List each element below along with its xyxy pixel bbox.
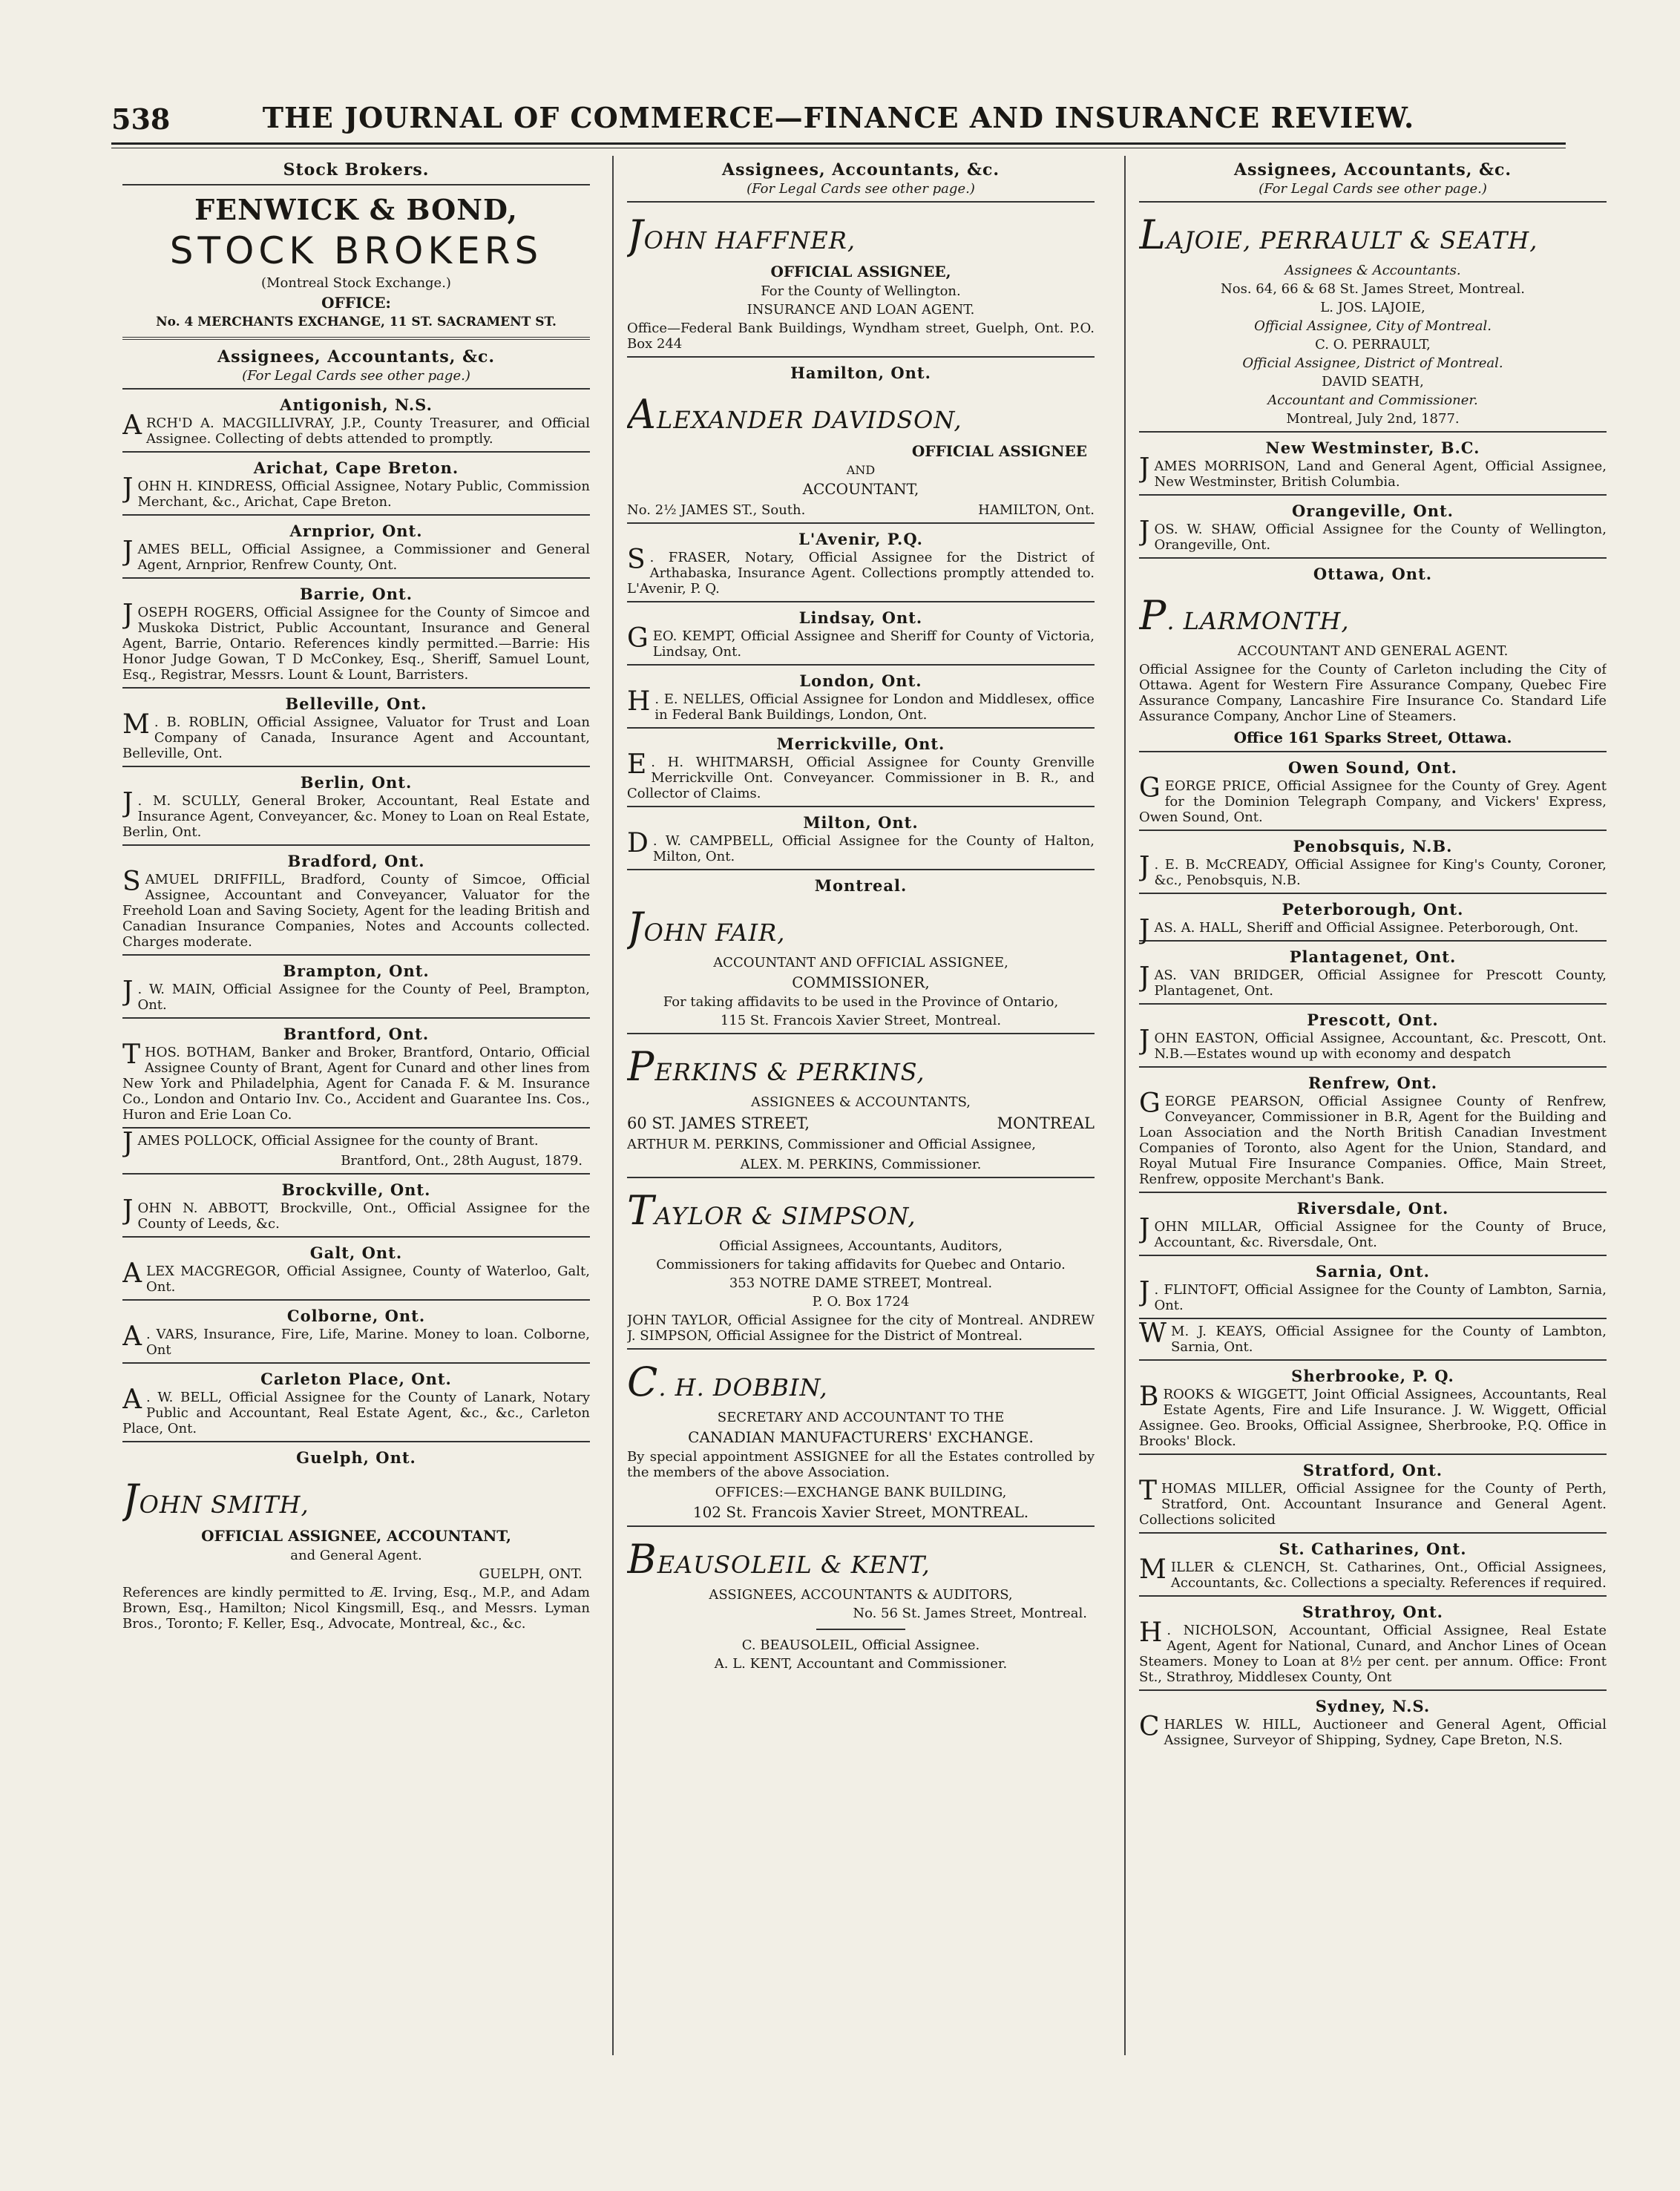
location-heading: Belleville, Ont.: [285, 694, 427, 713]
divider: [1139, 751, 1607, 752]
drop-cap: J: [1139, 852, 1150, 882]
location-heading: Berlin, Ont.: [300, 773, 413, 792]
drop-cap: J: [1139, 915, 1150, 945]
location-heading: Carleton Place, Ont.: [260, 1370, 452, 1388]
entry-text: AS. VAN BRIDGER, Official Assignee for Prescott County, Plantagenet, Ont.: [1154, 968, 1607, 999]
listing-entry: [1139, 1476, 1607, 1528]
listing-entry: [627, 749, 1095, 801]
advert-body: Official Assignee for the County of Carleton including the City of Ottawa. Agent for Western Fire Assurance Company, Quebec Fire Assurance Company, Lancashire Fire Insurance Co. Standard Life Assurance Company, Anchor Line of Steamers.: [1139, 662, 1607, 724]
divider: [627, 522, 1095, 524]
advert-role: Accountant and Commissioner.: [1267, 392, 1478, 408]
listing-entry: [1139, 516, 1607, 553]
location-heading: New Westminster, B.C.: [1265, 438, 1480, 457]
entry-text: AMES MORRISON, Land and General Agent, Official Assignee, New Westminster, British Columbia.: [1154, 459, 1607, 490]
advert-name: [627, 391, 1095, 438]
divider: [1139, 1192, 1607, 1193]
location-heading: Brockville, Ont.: [281, 1180, 431, 1199]
advert-office: Office 161 Sparks Street, Ottawa.: [1233, 729, 1512, 746]
drop-cap: J: [1139, 1277, 1150, 1307]
script-initial: A: [627, 391, 657, 438]
divider: [122, 1127, 590, 1129]
location-heading: Penobsquis, N.B.: [1293, 837, 1453, 855]
location-heading: Owen Sound, Ont.: [1288, 758, 1457, 777]
drop-cap: H: [627, 686, 651, 717]
divider: [627, 1525, 1095, 1527]
location-heading: Orangeville, Ont.: [1292, 502, 1454, 520]
divider: [1139, 940, 1607, 942]
advert-address: Nos. 64, 66 & 68 St. James Street, Montreal.: [1221, 281, 1525, 297]
script-rest: OHN SMITH,: [139, 1491, 309, 1519]
listing-entry: [1139, 1617, 1607, 1685]
divider: [1139, 201, 1607, 203]
listing-entry: [122, 867, 590, 950]
location-heading: Barrie, Ont.: [299, 585, 413, 603]
section-heading: Stock Brokers.: [283, 160, 430, 180]
location-heading: Stratford, Ont.: [1302, 1461, 1443, 1479]
divider: [122, 337, 590, 340]
drop-cap: A: [122, 1258, 142, 1289]
drop-cap: G: [1139, 773, 1161, 804]
advert-line: ALEX. M. PERKINS, Commissioner.: [740, 1157, 982, 1172]
advert-title: OFFICIAL ASSIGNEE: [911, 442, 1087, 460]
location-heading: Guelph, Ont.: [296, 1448, 416, 1467]
script-initial: P: [627, 1043, 655, 1090]
listing-entry: [122, 1128, 590, 1158]
divider: [122, 1017, 590, 1019]
drop-cap: G: [627, 623, 649, 654]
advert-title: Assignees & Accountants.: [1284, 263, 1461, 278]
drop-cap: J: [1139, 1025, 1150, 1056]
script-initial: J: [627, 904, 644, 950]
location-heading: Hamilton, Ont.: [790, 364, 931, 382]
listing-entry: [627, 828, 1095, 864]
advert-city: HAMILTON, Ont.: [978, 502, 1095, 518]
entry-text: . M. SCULLY, General Broker, Accountant, Real Estate and Insurance Agent, Conveyancer, &c. Money to Loan on Real Estate, Berlin, Ont.: [122, 793, 590, 840]
advert-name: [627, 1359, 1095, 1405]
entry-text: . E. NELLES, Official Assignee for London and Middlesex, office in Federal Bank Buildings, London, Ont.: [654, 692, 1095, 723]
advert-name: [627, 1043, 1095, 1090]
drop-cap: A: [122, 1321, 142, 1352]
legal-note: (For Legal Cards see other page.): [747, 181, 975, 197]
section-heading: Assignees, Accountants, &c.: [217, 347, 495, 367]
advert-refs: References are kindly permitted to Æ. Irving, Esq., M.P., and Adam Brown, Esq., Hamilton; Nicol Kingsmill, Esq., and Messrs. Lyman Bros., Toronto; F. Keller, Esq., Advocate, Montreal, &c., &c.: [122, 1585, 590, 1632]
divider: [122, 184, 590, 185]
script-rest: AJOIE, PERRAULT & SEATH,: [1166, 226, 1538, 254]
drop-cap: W: [1139, 1318, 1167, 1349]
listing-entry: [1139, 773, 1607, 825]
advert-line: OFFICES:—EXCHANGE BANK BUILDING,: [715, 1485, 1007, 1500]
location-heading: Galt, Ont.: [309, 1244, 403, 1262]
script-rest: LEXANDER DAVIDSON,: [657, 406, 962, 434]
advert-person: L. JOS. LAJOIE,: [1320, 300, 1425, 315]
divider: [1139, 893, 1607, 894]
advert-name: FENWICK & BOND,: [194, 193, 518, 226]
drop-cap: J: [1139, 1214, 1150, 1244]
advert-name: [122, 1476, 590, 1522]
entry-text: HARLES W. HILL, Auctioneer and General Agent, Official Assignee, Surveyor of Shipping, Sydney, Cape Breton, N.S.: [1164, 1717, 1607, 1748]
advert-title: SECRETARY AND ACCOUNTANT TO THE: [717, 1410, 1005, 1425]
advert-office: Office—Federal Bank Buildings, Wyndham street, Guelph, Ont. P.O. Box 244: [627, 321, 1095, 352]
script-rest: OHN FAIR,: [643, 919, 786, 947]
listing-entry: [1139, 852, 1607, 888]
entry-text: OHN MILLAR, Official Assignee for the County of Bruce, Accountant, &c. Riversdale, Ont.: [1154, 1219, 1607, 1250]
drop-cap: M: [122, 709, 150, 740]
section-heading: Assignees, Accountants, &c.: [722, 160, 1000, 180]
listing-entry: [1139, 1554, 1607, 1591]
drop-cap: J: [1139, 962, 1150, 993]
column-1: [122, 156, 590, 2055]
advert-title: ASSIGNEES & ACCOUNTANTS,: [750, 1094, 971, 1110]
advert-line: JOHN TAYLOR, Official Assignee for the city of Montreal. ANDREW J. SIMPSON, Official Assignee for the District of Montreal.: [627, 1313, 1095, 1344]
advert-address: 60 ST. JAMES STREET,: [627, 1114, 810, 1132]
advert-office-label: OFFICE:: [321, 294, 391, 312]
drop-cap: E: [627, 749, 647, 780]
listing-entry: [122, 600, 590, 683]
divider: [122, 1362, 590, 1364]
listing-entry: [122, 1321, 590, 1358]
location-heading: Colborne, Ont.: [286, 1307, 426, 1325]
location-heading: Prescott, Ont.: [1307, 1011, 1439, 1029]
advert-address: No. 56 St. James Street, Montreal.: [853, 1606, 1087, 1621]
divider: [122, 687, 590, 689]
advert-line: CANADIAN MANUFACTURERS' EXCHANGE.: [688, 1428, 1034, 1446]
entry-text: . B. ROBLIN, Official Assignee, Valuator for Trust and Loan Company of Canada, Insurance Agent and Accountant, Belleville, Ont.: [122, 715, 590, 761]
divider: [122, 766, 590, 767]
listing-entry: [627, 686, 1095, 723]
script-initial: J: [122, 1476, 140, 1522]
entry-text: AMUEL DRIFFILL, Bradford, County of Simcoe, Official Assignee, Accountant and Conveyancer, Valuator for the Freehold Loan and Saving Society, Agent for the leading British and Canadian Insurance Companies, Notes and Accounts collected. Charges moderate.: [122, 872, 590, 950]
entry-text: EO. KEMPT, Official Assignee and Sheriff for County of Victoria, Lindsay, Ont.: [652, 628, 1095, 660]
advert-address: 353 NOTRE DAME STREET, Montreal.: [729, 1275, 993, 1291]
drop-cap: J: [1139, 453, 1150, 484]
advert-line: INSURANCE AND LOAN AGENT.: [747, 302, 975, 318]
listing-entry: [122, 1384, 590, 1436]
listing-entry: [1139, 1088, 1607, 1187]
column-divider: [612, 156, 614, 2055]
advert-place: GUELPH, ONT.: [479, 1566, 583, 1582]
location-heading: Arichat, Cape Breton.: [253, 459, 459, 477]
listing-entry: [627, 623, 1095, 660]
advert-address-row: [627, 502, 1095, 518]
listing-entry: [627, 545, 1095, 597]
advert-line: C. BEAUSOLEIL, Official Assignee.: [741, 1637, 980, 1653]
script-rest: ERKINS & PERKINS,: [654, 1058, 925, 1086]
drop-cap: J: [122, 976, 134, 1007]
location-heading: Renfrew, Ont.: [1307, 1074, 1438, 1092]
entry-text: ROOKS & WIGGETT, Joint Official Assignees, Accountants, Real Estate Agents, Fire and Life Insurance. J. W. Wiggett, Official Assignee. Geo. Brooks, Official Assignee, Sherbrooke, P.Q. Office in Brooks' Block.: [1139, 1387, 1607, 1449]
divider: [1139, 1453, 1607, 1455]
location-heading: L'Avenir, P.Q.: [798, 530, 923, 548]
header-rule: [111, 142, 1566, 145]
drop-cap: J: [122, 536, 134, 567]
advert-box: P. O. Box 1724: [812, 1294, 910, 1310]
drop-cap: A: [122, 410, 142, 441]
entry-text: OHN EASTON, Official Assignee, Accountant, &c. Prescott, Ont. N.B.—Estates wound up with economy and despatch: [1154, 1031, 1607, 1062]
advert-line: A. L. KENT, Accountant and Commissioner.: [714, 1656, 1008, 1672]
advert-name: [627, 1187, 1095, 1234]
divider: [1139, 557, 1607, 559]
divider: [122, 1441, 590, 1442]
advert-line: For the County of Wellington.: [761, 283, 961, 299]
legal-note: (For Legal Cards see other page.): [1259, 181, 1487, 197]
entry-text: EORGE PRICE, Official Assignee for the County of Grey. Agent for the Dominion Telegraph Company, and Vickers' Express, Owen Sound, Ont.: [1139, 778, 1607, 825]
divider: [122, 388, 590, 390]
divider: [816, 1629, 905, 1630]
advert-address: No. 4 MERCHANTS EXCHANGE, 11 ST. SACRAMENT ST.: [156, 315, 557, 329]
advert-address: 115 St. Francois Xavier Street, Montreal.: [720, 1013, 1002, 1028]
divider: [1139, 431, 1607, 433]
advert-title: ACCOUNTANT AND GENERAL AGENT.: [1237, 643, 1509, 659]
location-heading: Lindsay, Ont.: [798, 608, 923, 627]
drop-cap: D: [627, 828, 649, 858]
advert-city: MONTREAL: [997, 1114, 1095, 1132]
divider: [627, 601, 1095, 602]
divider: [1139, 1595, 1607, 1597]
listing-entry: [122, 709, 590, 761]
advert-title: OFFICIAL ASSIGNEE, ACCOUNTANT,: [201, 1527, 511, 1545]
location-heading: Riversdale, Ont.: [1296, 1199, 1449, 1218]
divider: [1139, 830, 1607, 831]
drop-cap: J: [122, 788, 134, 818]
entry-text: . W. BELL, Official Assignee for the County of Lanark, Notary Public and Accountant, Real Estate Agent, &c., &c., Carleton Place, Ont.: [122, 1390, 590, 1436]
divider: [122, 1173, 590, 1175]
drop-cap: A: [122, 1384, 142, 1415]
location-heading: Plantagenet, Ont.: [1289, 947, 1457, 966]
entry-text: OHN N. ABBOTT, Brockville, Ont., Official Assignee for the County of Leeds, &c.: [137, 1200, 590, 1232]
location-heading: Arnprior, Ont.: [289, 522, 423, 540]
advert-exchange: (Montreal Stock Exchange.): [261, 275, 451, 291]
drop-cap: S: [122, 867, 141, 897]
listing-entry: [122, 473, 590, 510]
advert-name: [1139, 592, 1607, 639]
script-rest: OHN HAFFNER,: [643, 226, 856, 254]
entry-text: . NICHOLSON, Accountant, Official Assignee, Real Estate Agent, Agent for National, Cunard, and Anchor Lines of Ocean Steamers. Money to Loan at 8½ per cent. per annum. Office: Front St., Strathroy, Middlesex County, Ont: [1139, 1623, 1607, 1685]
entry-text: . H. WHITMARSH, Official Assignee for County Grenville Merrickville Ont. Conveyancer. Commissioner in B. R., and Collector of Claims.: [627, 755, 1095, 801]
divider: [1139, 1003, 1607, 1005]
entry-text: OSEPH ROGERS, Official Assignee for the County of Simcoe and Muskoka District, Public Accountant, Insurance and General Agent, Barrie, Ontario. References kindly permitted.—Barrie: His Honor Judge Gowan, T D McConkey, Esq., Sheriff, Samuel Lount, Esq., Registrar, Messrs. Lount & Lount, Barristers.: [122, 605, 590, 683]
divider: [627, 806, 1095, 807]
drop-cap: J: [1139, 516, 1150, 547]
advert-person: C. O. PERRAULT,: [1315, 337, 1431, 352]
column-divider: [1124, 156, 1126, 2055]
location-heading: Merrickville, Ont.: [776, 735, 945, 753]
entry-text: AMES BELL, Official Assignee, a Commissioner and General Agent, Arnprior, Renfrew County, Ont.: [137, 542, 590, 573]
entry-text: . VARS, Insurance, Fire, Life, Marine. Money to loan. Colborne, Ont: [146, 1327, 590, 1358]
entry-text: . FRASER, Notary, Official Assignee for the District of Arthabaska, Insurance Agent. Collections promptly attended to. L'Avenir, P. Q.: [627, 550, 1095, 597]
divider: [1139, 1359, 1607, 1361]
drop-cap: J: [122, 1128, 134, 1158]
advert-date: Montreal, July 2nd, 1877.: [1286, 411, 1460, 427]
advert-address-row: [627, 1114, 1095, 1132]
advert-role: Official Assignee, City of Montreal.: [1254, 318, 1492, 334]
location-heading: Sherbrooke, P. Q.: [1291, 1367, 1454, 1385]
advert-line: For taking affidavits to be used in the Province of Ontario,: [663, 994, 1059, 1010]
script-rest: . H. DOBBIN,: [658, 1373, 828, 1402]
entry-text: . W. CAMPBELL, Official Assignee for the County of Halton, Milton, Ont.: [652, 833, 1095, 864]
advert-name: [627, 904, 1095, 950]
listing-entry: [1139, 1382, 1607, 1449]
drop-cap: J: [122, 473, 134, 504]
divider: [122, 451, 590, 453]
advert-sub: and General Agent.: [290, 1548, 422, 1563]
listing-entry: [1139, 1712, 1607, 1748]
advert-line: By special appointment ASSIGNEE for all the Estates controlled by the members of the above Association.: [627, 1449, 1095, 1480]
location-heading: Brampton, Ont.: [283, 962, 430, 980]
entry-text: OHN H. KINDRESS, Official Assignee, Notary Public, Commission Merchant, &c., Arichat, Cape Breton.: [137, 479, 590, 510]
column-3: [1139, 156, 1607, 2055]
entry-text: AS. A. HALL, Sheriff and Official Assignee. Peterborough, Ont.: [1154, 920, 1579, 936]
location-heading: Sydney, N.S.: [1315, 1697, 1431, 1715]
entry-text: RCH'D A. MACGILLIVRAY, J.P., County Treasurer, and Official Assignee. Collecting of debts attended to promptly.: [146, 415, 590, 447]
divider: [627, 201, 1095, 203]
location-heading: Sarnia, Ont.: [1316, 1262, 1430, 1281]
advert-name: [1139, 211, 1607, 258]
entry-text: ILLER & CLENCH, St. Catharines, Ont., Official Assignees, Accountants, &c. Collections a specialty. References if required.: [1170, 1560, 1607, 1591]
divider: [122, 514, 590, 516]
listing-entry: [122, 1039, 590, 1123]
drop-cap: H: [1139, 1617, 1163, 1648]
listing-entry: [1139, 1025, 1607, 1062]
entry-text: HOS. BOTHAM, Banker and Broker, Brantford, Ontario, Official Assignee County of Brant, Agent for Cunard and other lines from New York and Philadelphia, Agent for Canada F. & M. Insurance Co., London and Ontario Inv. Co., Accident and Guarantee Ins. Cos., Huron and Erie Loan Co.: [122, 1045, 590, 1123]
advert-line: ARTHUR M. PERKINS, Commissioner and Official Assignee,: [627, 1137, 1036, 1152]
location-heading: Ottawa, Ont.: [1313, 565, 1433, 583]
listing-entry: [122, 788, 590, 840]
script-rest: EAUSOLEIL & KENT,: [657, 1551, 931, 1579]
drop-cap: G: [1139, 1088, 1161, 1119]
listing-entry: [122, 1195, 590, 1232]
divider: [627, 1177, 1095, 1178]
column-2: [627, 156, 1095, 2055]
journal-title: THE JOURNAL OF COMMERCE—FINANCE AND INSURANCE REVIEW.: [262, 101, 1415, 134]
entry-text: LEX MACGREGOR, Official Assignee, County of Waterloo, Galt, Ont.: [146, 1264, 590, 1295]
divider: [627, 664, 1095, 666]
divider: [122, 954, 590, 956]
section-heading: Assignees, Accountants, &c.: [1234, 160, 1512, 180]
script-rest: AYLOR & SIMPSON,: [654, 1202, 916, 1230]
script-initial: J: [627, 211, 644, 258]
listing-entry: [122, 976, 590, 1013]
divider: [627, 727, 1095, 729]
location-heading: Bradford, Ont.: [287, 852, 425, 870]
location-heading: Montreal.: [814, 876, 908, 895]
divider: [1139, 1532, 1607, 1534]
entry-text: . FLINTOFT, Official Assignee for the County of Lambton, Sarnia, Ont.: [1154, 1282, 1607, 1313]
advert-person: DAVID SEATH,: [1322, 374, 1424, 390]
entry-text: OS. W. SHAW, Official Assignee for the County of Wellington, Orangeville, Ont.: [1154, 522, 1607, 553]
divider: [1139, 1689, 1607, 1691]
script-initial: B: [627, 1536, 657, 1583]
listing-entry: [1139, 453, 1607, 490]
location-heading: Strathroy, Ont.: [1302, 1603, 1443, 1621]
drop-cap: M: [1139, 1554, 1167, 1585]
script-rest: . LARMONTH,: [1167, 607, 1350, 635]
location-heading: London, Ont.: [799, 671, 922, 690]
advert-address: No. 2½ JAMES ST., South.: [627, 502, 806, 518]
location-heading: Brantford, Ont.: [283, 1025, 430, 1043]
entry-text: EORGE PEARSON, Official Assignee County of Renfrew, Conveyancer, Commissioner in B.R, Agent for the Building and Loan Association and the North British Canadian Investment Companies of Toronto, also Agent for the Union, Standard, and Royal Mutual Fire Insurance Companies. Office, Main Street, Renfrew, opposite Merchant's Bank.: [1139, 1094, 1607, 1187]
divider: [627, 1348, 1095, 1350]
divider: [627, 1033, 1095, 1034]
advert-address: 102 St. Francois Xavier Street, MONTREAL.: [692, 1503, 1029, 1521]
drop-cap: J: [122, 1195, 134, 1226]
divider: [1139, 1066, 1607, 1068]
divider: [1139, 1318, 1607, 1319]
location-heading: Peterborough, Ont.: [1282, 900, 1464, 919]
drop-cap: J: [122, 600, 134, 630]
divider: [627, 356, 1095, 358]
advert-title: OFFICIAL ASSIGNEE,: [770, 263, 951, 280]
page-number: 538: [111, 102, 171, 136]
entry-text: . E. B. McCREADY, Official Assignee for King's County, Coroner, &c., Penobsquis, N.B.: [1154, 857, 1607, 888]
divider: [1139, 1255, 1607, 1256]
listing-entry: [122, 410, 590, 447]
entry-text: M. J. KEAYS, Official Assignee for the County of Lambton, Sarnia, Ont.: [1171, 1324, 1607, 1355]
advert-title: STOCK BROKERS: [169, 229, 543, 272]
legal-note: (For Legal Cards see other page.): [242, 368, 470, 384]
listing-entry: [1139, 962, 1607, 999]
advert-title: Official Assignees, Accountants, Auditors,: [719, 1238, 1003, 1254]
drop-cap: C: [1139, 1712, 1160, 1742]
divider: [1139, 494, 1607, 496]
divider: [122, 577, 590, 579]
listing-entry: [1139, 1277, 1607, 1313]
script-initial: L: [1139, 211, 1167, 258]
advert-line: COMMISSIONER,: [792, 973, 930, 991]
drop-cap: T: [122, 1039, 141, 1070]
script-initial: T: [627, 1187, 655, 1234]
listing-entry: [122, 1258, 590, 1295]
script-initial: P: [1139, 592, 1167, 639]
divider: [122, 844, 590, 846]
entry-text: HOMAS MILLER, Official Assignee for the County of Perth, Stratford, Ont. Accountant Insurance and General Agent. Collections solicited: [1139, 1481, 1607, 1528]
advert-name: [627, 211, 1095, 258]
page-header: [111, 96, 1566, 141]
advert-line: ACCOUNTANT,: [802, 480, 919, 498]
advert-name: [627, 1536, 1095, 1583]
entry-text: . W. MAIN, Official Assignee for the County of Peel, Brampton, Ont.: [137, 982, 590, 1013]
script-initial: C: [627, 1359, 659, 1405]
divider: [122, 1236, 590, 1238]
advert-line: Commissioners for taking affidavits for Quebec and Ontario.: [656, 1257, 1066, 1272]
listing-entry: [1139, 915, 1607, 945]
location-heading: Milton, Ont.: [803, 813, 919, 832]
listing-entry: [1139, 1214, 1607, 1250]
advert-line: AND: [846, 463, 876, 477]
entry-date: Brantford, Ont., 28th August, 1879.: [341, 1153, 583, 1169]
advert-role: Official Assignee, District of Montreal.: [1242, 355, 1503, 371]
location-heading: St. Catharines, Ont.: [1279, 1540, 1467, 1558]
drop-cap: S: [627, 545, 646, 575]
entry-text: AMES POLLOCK, Official Assignee for the county of Brant.: [137, 1133, 539, 1149]
advert-title: ASSIGNEES, ACCOUNTANTS & AUDITORS,: [709, 1587, 1013, 1603]
divider: [122, 1299, 590, 1301]
listing-entry: [122, 536, 590, 573]
location-heading: Antigonish, N.S.: [280, 395, 433, 414]
drop-cap: T: [1139, 1476, 1158, 1506]
drop-cap: B: [1139, 1382, 1159, 1412]
divider: [627, 869, 1095, 870]
listing-entry: [1139, 1318, 1607, 1355]
advert-title: ACCOUNTANT AND OFFICIAL ASSIGNEE,: [713, 955, 1008, 970]
